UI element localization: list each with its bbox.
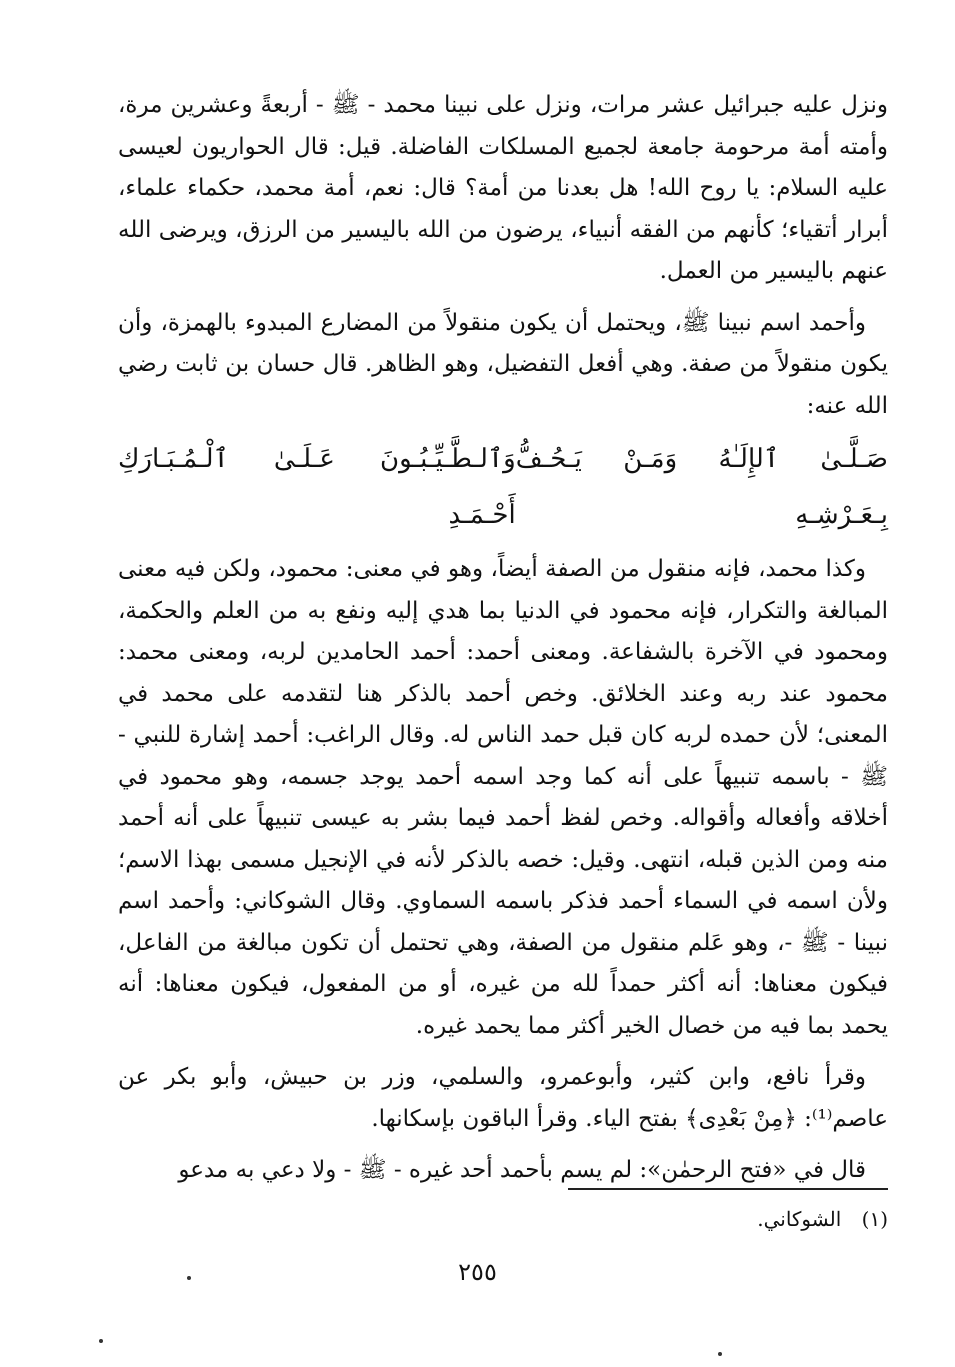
footnote	[600, 1204, 888, 1234]
poetry-verse	[118, 431, 888, 543]
scan-speck	[718, 1352, 722, 1356]
paragraph-3: وكذا محمد، فإنه منقول من الصفة أيضاً، وهو في معنى: محمود، ولكن فيه معنى المبالغة والتكرار، فإنه محمود في الدنيا بما هدي إليه ونفع به من العلم والحكمة، ومحمود في الآخرة بالشفاعة. ومعنى أحمد: أحمد الحامدين لربه، ومعنى محمد: محمود عند ربه وعند الخلائق. وخص أحمد بالذكر هنا لتقدمه على محمد في المعنى؛ لأن حمده لربه كان قبل حمد الناس له. وقال الراغب: أحمد إشارة للنبي - ﷺ - باسمه تنبيهاً على أنه كما وجد اسمه أحمد يوجد جسمه، وهو محمود في أخلاقه وأفعاله وأقواله. وخص لفظ أحمد فيما بشر به عيسى تنبيهاً على أنه أحمد منه ومن الذين قبله، انتهى. وقيل: خصه بالذكر لأنه في الإنجيل مسمى بهذا الاسم؛ ولأن اسمه في السماء أحمد فذكر باسمه السماوي. وقال الشوكاني: وأحمد اسم نبينا - ﷺ -، وهو عَلم منقول من الصفة، وهي تحتمل أن تكون مبالغة من الفاعل، فيكون معناها: أنه أكثر حمداً لله من غيره، أو من المفعول، فيكون معناها: أنه يحمد بما فيه من خصال الخير أكثر مما يحمد غيره.	[118, 556, 888, 1039]
footnote-marker: (١)	[861, 1207, 888, 1231]
page-number: ٢٥٥	[458, 1258, 497, 1286]
paragraph-5: قال في «فتح الرحمٰن»: لم يسم بأحمد أحد غيره - ﷺ - ولا دعي به مدعو	[178, 1157, 866, 1183]
paragraph-1: ونزل عليه جبرائيل عشر مرات، ونزل على نبينا محمد - ﷺ - أربعةً وعشرين مرة، وأمته أمة مرحومة جامعة لجميع المسلكات الفاضلة. قيل: قال الحواريون لعيسى عليه السلام: يا روح الله! هل بعدنا من أمة؟ قال: نعم، أمة محمد، حكماء علماء، أبرار أتقياء؛ كأنهم من الفقه أنبياء، يرضون من الله باليسير من الرزق، ويرضى الله عنهم باليسير من العمل.	[118, 92, 888, 284]
footnote-text: الشوكاني.	[757, 1207, 842, 1231]
verse-left-hemistich: وَٱلـطَّـيِّـبُـونَ عَـلَـىٰ ٱلْـمُـبَـارَكِ أَحْـمَـدِ	[118, 444, 516, 530]
footnote-divider	[568, 1188, 888, 1190]
main-text-block	[118, 85, 888, 1192]
verse-right-hemistich: صَـلَّـىٰ ٱلإِلَـٰهُ وَمَـنْ يَـحُـفُّ بِـعَـرْشِـهِ	[515, 444, 888, 530]
scan-speck	[99, 1339, 103, 1343]
paragraph-2: وأحمد اسم نبينا ﷺ، ويحتمل أن يكون منقولاً من المضارع المبدوء بالهمزة، وأن يكون منقولاً من صفة. وهي أفعل التفضيل، وهو الظاهر. قال حسان بن ثابت رضي الله عنه:	[118, 309, 888, 419]
scan-speck	[187, 1276, 191, 1280]
paragraph-4: وقرأ نافع، وابن كثير، وأبوعمرو، والسلمي، وزر بن حبيش، وأبو بكر عن عاصم⁽¹⁾: ﴿مِنْ بَعْدِى﴾ بفتح الياء. وقرأ الباقون بإسكانها.	[118, 1064, 888, 1132]
